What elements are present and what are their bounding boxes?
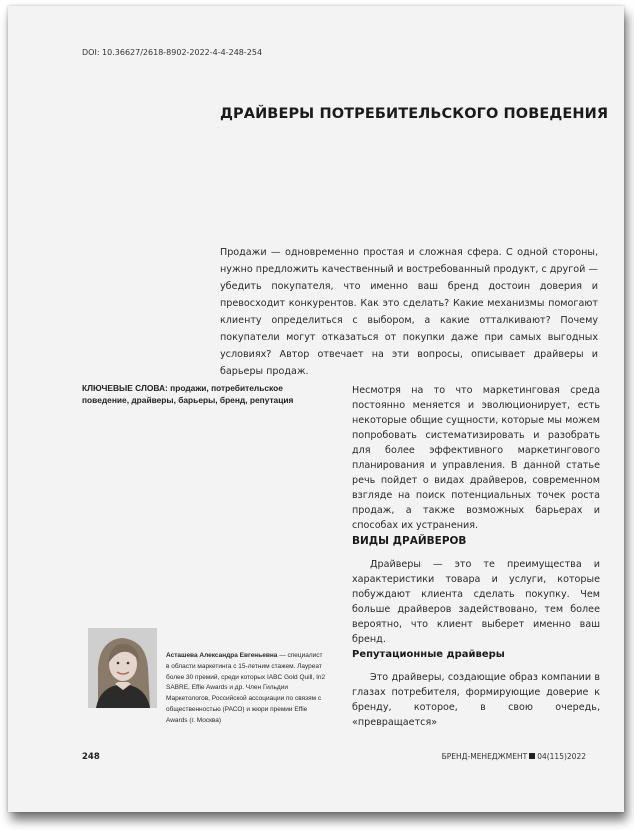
doi-line: DOI: 10.36627/2618-8902-2022-4-4-248-254 [82,48,263,57]
author-info [166,651,326,727]
subsection-paragraph: Это драйверы, создающие образ компании в глазах потребителя, формирующие доверие к бренду, которое, в свою очередь, «превращается» [352,672,600,728]
article-title: ДРАЙВЕРЫ ПОТРЕБИТЕЛЬСКОГО ПОВЕДЕНИЯ [220,106,609,122]
author-name: Асташева Александра Евгеньевна [166,652,278,659]
page-number: 248 [82,752,100,762]
keywords: КЛЮЧЕВЫЕ СЛОВА: продажи, потребительское поведение, драйверы, барьеры, бренд, репутация [82,383,294,405]
section-heading: ВИДЫ ДРАЙВЕРОВ [352,535,467,547]
issue-number: 04(115)2022 [537,752,586,761]
square-bullet-icon [529,753,535,759]
journal-name: БРЕНД-МЕНЕДЖМЕНТ [441,752,528,761]
abstract: Продажи — одновременно простая и сложная сфера. С одной стороны, нужно предложить качественный и востребованный продукт, с другой — убедить покупателя, что именно ваш бренд достоин доверия и превосходит конкурентов. Как это сделать? Какие механизмы помогают клиенту определиться с выбором, а какие отталкивают? Почему покупатели могут отказаться от покупки даже при самых выгодных условиях? Автор отвечает на эти вопросы, описывает драйверы и барьеры продаж. [220,247,598,377]
journal-footer [442,752,586,761]
author-bio: — специалист в области маркетинга с 15-летним стажем. Лауреат более 30 премий, среди которых IABC Gold Quill, In2 SABRE, Effie Awards и др. Член Гильдии Маркетологов, Российской ассоциации по связям с общественностью (РАСО) и жюри премии Effie Awards (г. Москва) [166,652,326,724]
author-photo [88,628,157,708]
section-paragraph: Драйверы — это те преимущества и характеристики товара и услуги, которые побуждают клиента сделать покупку. Чем больше драйверов задействовано, тем более вероятно, что клиент выберет именно ваш бренд. [352,559,600,645]
intro-paragraph: Несмотря на то что маркетинговая среда постоянно меняется и эволюционирует, есть некоторые общие сущности, которые мы можем попробовать систематизировать и разобрать для более эффективного маркетингового планирования и управления. В данной статье речь пойдет о видах драйверов, современном взгляде на поиск потенциальных точек роста продаж, а также возможных барьерах и способах их устранения. [352,385,600,531]
article-page [8,6,624,812]
subsection-heading: Репутационные драйверы [352,649,505,660]
